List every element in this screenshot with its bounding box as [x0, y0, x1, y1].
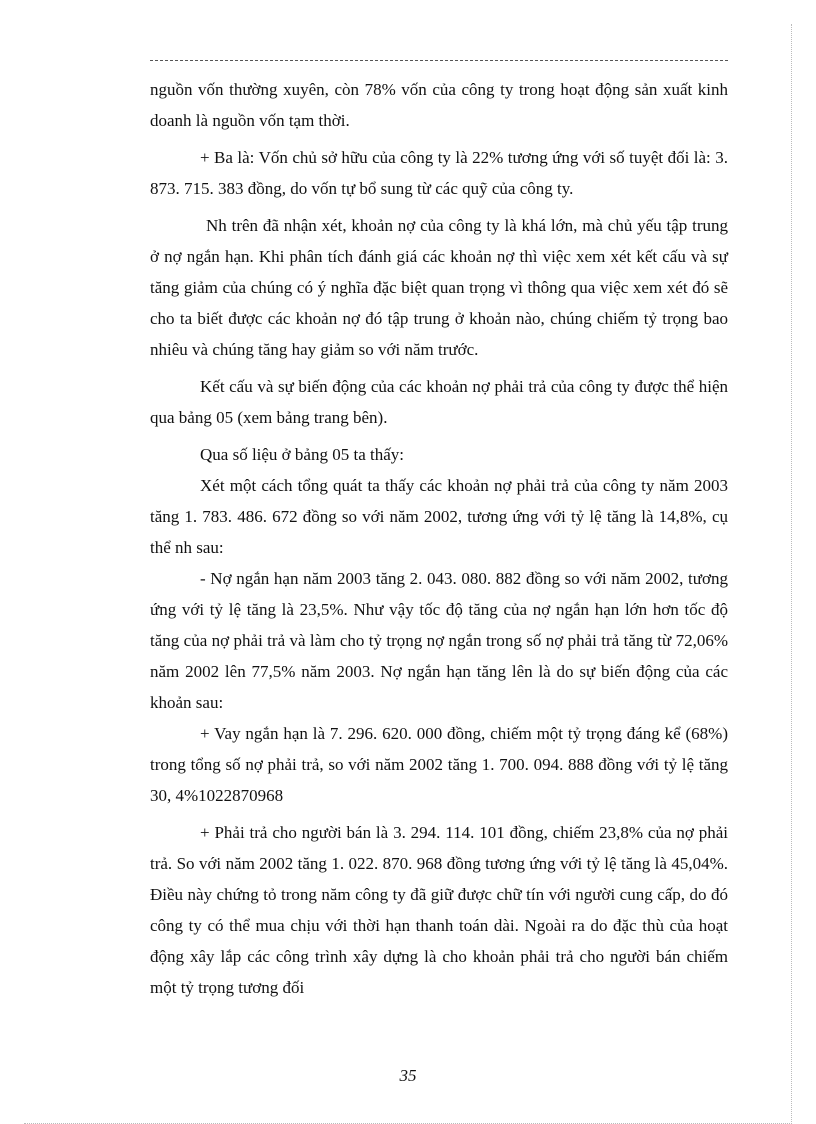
paragraph-equity: + Ba là: Vốn chủ sở hữu của công ty là 22% tương ứng với số tuyệt đối là: 3. 873. 715. 383 đồng, do vốn tự bổ sung từ các quỹ của công ty.	[150, 148, 728, 198]
paragraph-short-term-loans: + Vay ngắn hạn là 7. 296. 620. 000 đồng, chiếm một tỷ trọng đáng kể (68%) trong tổng số nợ phải trả, so với năm 2002 tăng 1. 700. 094. 888 đồng với tỷ lệ tăng 30, 4%1022870968	[150, 724, 728, 805]
paragraph-debt-analysis: Nh trên đã nhận xét, khoản nợ của công ty là khá lớn, mà chủ yếu tập trung ở nợ ngắn hạn. Khi phân tích đánh giá các khoản nợ thì việc xem xét kết cấu và sự tăng giảm của chúng có ý nghĩa đặc biệt quan trọng vì thông qua việc xem xét đó sẽ cho ta biết được các khoản nợ đó tập trung ở khoản nào, chúng chiếm tỷ trọng bao nhiêu và chúng tăng hay giảm so với năm trước.	[150, 216, 728, 359]
paragraph-table-reference: Kết cấu và sự biến động của các khoản nợ phải trả của công ty được thể hiện qua bảng 05 (xem bảng trang bên).	[150, 377, 728, 427]
paragraph-short-term-debt: - Nợ ngắn hạn năm 2003 tăng 2. 043. 080. 882 đồng so với năm 2002, tương ứng với tỷ lệ tăng là 23,5%. Như vậy tốc độ tăng của nợ ngắn hạn lớn hơn tốc độ tăng của nợ phải trả và làm cho tỷ trọng nợ ngắn trong số nợ phải trả tăng từ 72,06% năm 2002 lên 77,5% năm 2003. Nợ ngắn hạn tăng lên là do sự biến động của các khoản sau:	[150, 569, 728, 712]
page-number: 35	[399, 1066, 417, 1085]
document-body	[150, 74, 728, 1003]
paragraph-continuation: nguồn vốn thường xuyên, còn 78% vốn của công ty trong hoạt động sản xuất kinh doanh là nguồn vốn tạm thời.	[150, 80, 728, 130]
paragraph-observation-intro: Qua số liệu ở bảng 05 ta thấy:	[200, 445, 404, 464]
paragraph-overview: Xét một cách tổng quát ta thấy các khoản nợ phải trả của công ty năm 2003 tăng 1. 783. 486. 672 đồng so với năm 2002, tương ứng với tỷ lệ tăng là 14,8%, cụ thể nh sau:	[150, 476, 728, 557]
paragraph-payables-suppliers: + Phải trả cho người bán là 3. 294. 114. 101 đồng, chiếm 23,8% của nợ phải trả. So với năm 2002 tăng 1. 022. 870. 968 đồng tương ứng với tỷ lệ tăng là 45,04%. Điều này chứng tỏ trong năm công ty đã giữ được chữ tín với người cung cấp, do đó công ty có thể mua chịu với thời hạn thanh toán dài. Ngoài ra do đặc thù của hoạt động xây lắp các công trình xây dựng là cho khoản phải trả cho người bán chiếm một tỷ trọng tương đối	[150, 823, 728, 997]
header-rule	[150, 60, 728, 61]
